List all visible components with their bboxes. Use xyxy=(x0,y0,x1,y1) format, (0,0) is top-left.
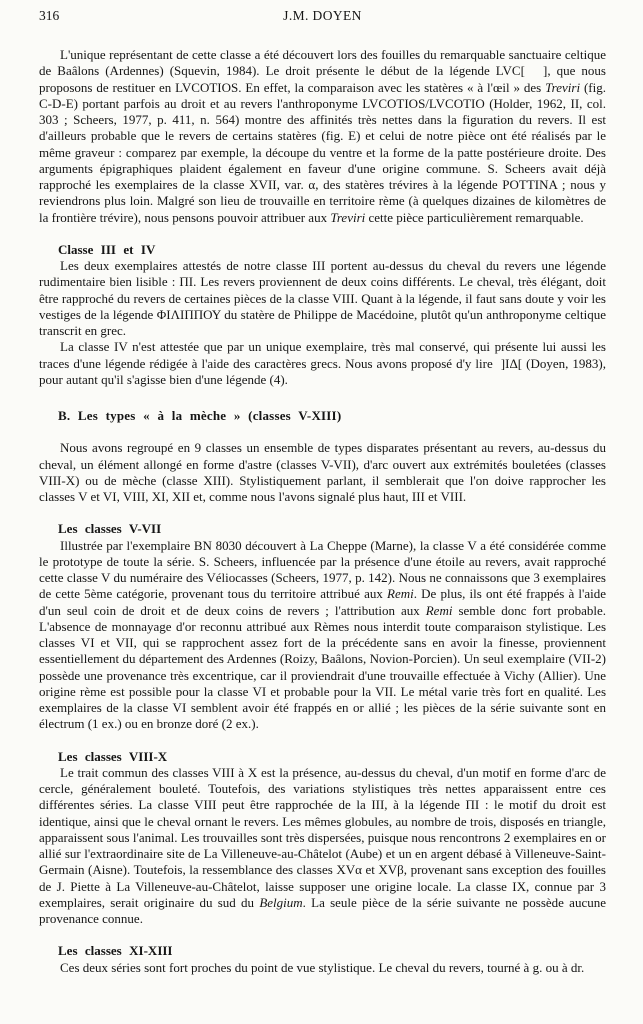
text-segment: . La seule pièce de la série suivante ne possède aucune provenance connue. xyxy=(39,894,606,926)
text-segment: semble donc fort probable. L'absence de monnayage d'or reconnu attribué aux Rèmes nous interdit toute comparaison stylistique. Les classes VI et VII, qui se rapprochent assez fort de la précédente sans en avoir la finesse, proviennent essentiellement du département des Ardennes (Roizy, Baâlons, Novion-Porcien). Un seul exemplaire (VII-2) possède une provenance très excentrique, car il proviendrait d'une trouvaille effectuée à Vichy (Allier). Une origine rème est possible pour la classe VI et probable pour la VII. Le métal varie très fort en qualité. Les exemplaires de la classe VI semblent avoir été frappés en or allié ; les pièces de la série suivante sont en électrum (1 ex.) ou en bronze doré (2 ex.). xyxy=(39,602,607,732)
text-segment: cette pièce particulièrement remarquable. xyxy=(365,209,584,225)
latin-term-remi: Remi xyxy=(425,602,453,618)
heading-classes-v-vii: Les classes V-VII xyxy=(58,521,162,537)
paragraph-classe-iv: La classe IV n'est attestée que par un unique exemplaire, très mal conservé, qui présente lui aussi les traces d'une légende rédigée à l'aide des caractères grecs. Nous avons proposé d'y lire ]ΙΔ[ (Doyen, 1983), pour autant qu'il s'agisse bien d'une légende (4). xyxy=(39,339,606,387)
latin-term-remi: Remi xyxy=(387,586,414,602)
page-number: 316 xyxy=(39,8,60,23)
running-header xyxy=(39,8,606,26)
paragraph-classes-viii-x xyxy=(39,765,606,928)
text-segment: . De plus, ils ont été frappés à l'aide d'un seul coin de droit et de deux coins de revers ; l'attribution aux xyxy=(39,586,606,618)
text-segment: Le trait commun des classes VIII à X est la présence, au-dessus du cheval, d'un motif en forme d'arc de cercle, généralement bouleté. Toutefois, des variations stylistiques très nettes apparaissent entre ces différentes séries. La classe VIII peut être rapprochée de la III, à la légende ΠΙ : le motif du droit est identique, ainsi que le cheval ornant le revers. Les mêmes globules, au nombre de trois, disposés en triangle, apparaissent sous l'animal. Les trouvailles sont très dispersées, puisque nous rencontrons 2 exemplaires en or allié sur l'extraordinaire site de La Villeneuve-au-Châtelot (Aube) et un en argent débasé à Villeneuve-Saint-Germain (Aisne). Toutefois, la ressemblance des classes XVα et XVβ, provenant sans exception des fouilles de J. Piette à La Villeneuve-au-Châtelot, laisse supposer une origine locale. La classe IX, connue par 3 exemplaires, serait originaire du sud du xyxy=(39,764,606,910)
heading-classe-iii-et-iv: Classe III et IV xyxy=(58,241,156,257)
heading-classes-xi-xiii: Les classes XI-XIII xyxy=(58,943,173,959)
text-segment: L'unique représentant de cette classe a été découvert lors des fouilles du remarquable sanctuaire celtique de Baâlons (Ardennes) (Squevin, 1984). Le droit présente le début de la légende LVC[ ], que nous proposons de restituer en LVCOTIOS. En effet, la comparaison avec les statères « à l'œil » des xyxy=(39,47,606,95)
article-body xyxy=(39,47,606,976)
paragraph-classes-v-vii xyxy=(39,538,606,733)
latin-term-treviri: Treviri xyxy=(545,79,581,95)
heading-classes-viii-x: Les classes VIII-X xyxy=(58,748,168,764)
paragraph-classe-iii: Les deux exemplaires attestés de notre classe III portent au-dessus du cheval du revers une légende rudimentaire bien lisible : ΠΙ. Les revers proviennent de deux coins différents. Le cheval, très élégant, doit être rapproché du revers de certaines pièces de la classe VIII. Quant à la légende, il faut sans doute y voir les vestiges de la légende ΦΙΛΙΠΠΟΥ du statère de Philippe de Macédoine, plutôt qu'un anthroponyme celtique transcrit en grec. xyxy=(39,258,606,338)
paragraph-class-ii-intro xyxy=(39,47,606,226)
latin-term-belgium: Belgium xyxy=(259,894,303,910)
paragraph-classes-xi-xiii: Ces deux séries sont fort proches du point de vue stylistique. Le cheval du revers, tourné à g. ou à dr. xyxy=(60,959,585,975)
text-segment: (fig. C-D-E) portant parfois au droit et au revers l'anthroponyme LVCOTIOS/LVCOTIO (Holder, 1962, II, col. 303 ; Scheers, 1977, p. 411, n. 564) montre des affinités très nettes dans la figuration du revers. Il est d'ailleurs probable que le revers de certains statères (fig. E) et celui de notre pièce ont été réalisés par le même graveur : comparez par exemple, la découpe du ventre et la forme de la patte postérieure droite. Des arguments épigraphiques plaident également en faveur d'une origine commune. S. Scheers avait déjà rapproché les exemplaires de la classe XVII, var. α, des statères trévires à la légende POTTINA ; nous y reviendrons plus loin. Malgré son lieu de trouvaille en territoire rème (à quelques dizaines de kilomètres de la frontière trévire), nous pensons pouvoir attribuer aux xyxy=(39,79,606,225)
heading-types-a-la-meche: B. Les types « à la mèche » (classes V-XIII) xyxy=(58,408,342,423)
running-head-author: J.M. DOYEN xyxy=(283,8,362,23)
paragraph-regroupement-9-classes: Nous avons regroupé en 9 classes un ensemble de types disparates présentant au revers, au-dessus du cheval, un élément allongé en forme d'astre (classes V-VII), d'arc ouvert aux extrémités bouletées (classes VIII-X) ou de mèche (classe XIII). Stylistiquement parlant, il semblerait que l'on doive rapprocher les classes V et VI, VIII, XI, XII et, comme nous l'avons signalé plus haut, III et VIII. xyxy=(39,440,606,504)
latin-term-treviri: Treviri xyxy=(330,209,366,225)
text-segment: Illustrée par l'exemplaire BN 8030 découvert à La Cheppe (Marne), la classe V a été considérée comme le prototype de toute la série. S. Scheers, influencée par la présence d'une étoile au revers, avait rapproché cette classe V du numéraire des Véliocasses (Scheers, 1977, p. 142). Nous ne connaissons que 3 exemplaires de cette 5ème catégorie, provenant tous du territoire attribué aux xyxy=(39,537,606,602)
